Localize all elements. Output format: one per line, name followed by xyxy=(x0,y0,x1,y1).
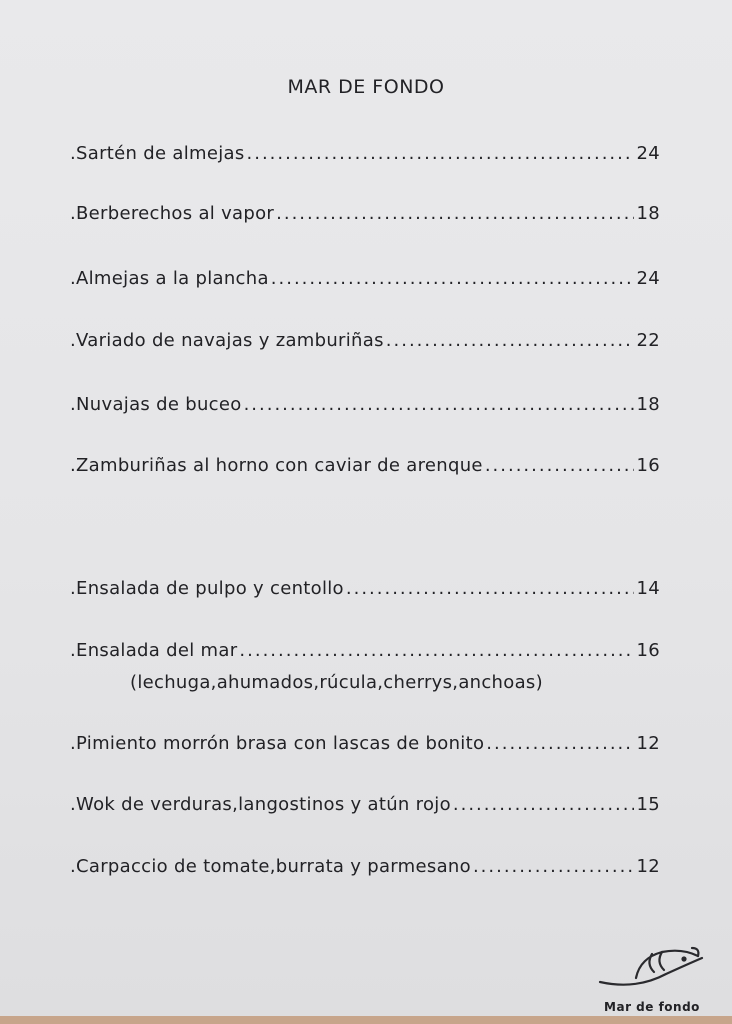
menu-item-name: .Nuvajas de buceo xyxy=(70,394,242,415)
dot-leader xyxy=(453,794,635,815)
menu-item xyxy=(70,455,660,476)
menu-item-price: 16 xyxy=(636,640,660,661)
dot-leader xyxy=(346,578,635,599)
dot-leader xyxy=(473,856,635,877)
menu-item-price: 24 xyxy=(636,143,660,164)
menu-item-name: .Wok de verduras,langostinos y atún rojo xyxy=(70,794,451,815)
menu-item xyxy=(70,268,660,289)
menu-item-name: .Ensalada de pulpo y centollo xyxy=(70,578,344,599)
dot-leader xyxy=(485,455,635,476)
menu-item-price: 16 xyxy=(636,455,660,476)
dot-leader xyxy=(276,203,634,224)
menu-item-name: .Pimiento morrón brasa con lascas de bonito xyxy=(70,733,485,754)
menu-item-name: .Ensalada del mar xyxy=(70,640,238,661)
menu-item-price: 24 xyxy=(636,268,660,289)
menu-item-price: 12 xyxy=(636,856,660,877)
menu-item xyxy=(70,394,660,415)
fish-icon xyxy=(596,942,708,998)
menu-item xyxy=(70,330,660,351)
menu-item-price: 18 xyxy=(636,394,660,415)
menu-title: MAR DE FONDO xyxy=(287,76,445,98)
menu-item-name: .Carpaccio de tomate,burrata y parmesano xyxy=(70,856,471,877)
dot-leader xyxy=(247,143,635,164)
menu-item-name: .Zamburiñas al horno con caviar de arenque xyxy=(70,455,483,476)
menu-item-note: (lechuga,ahumados,rúcula,cherrys,anchoas) xyxy=(130,672,543,693)
menu-item-price: 15 xyxy=(636,794,660,815)
dot-leader xyxy=(244,394,635,415)
dot-leader xyxy=(386,330,635,351)
menu-item xyxy=(70,794,660,815)
menu-item xyxy=(70,578,660,599)
menu-item xyxy=(70,856,660,877)
menu-item-price: 18 xyxy=(636,203,660,224)
dot-leader xyxy=(486,733,634,754)
dot-leader xyxy=(271,268,635,289)
menu-item xyxy=(70,733,660,754)
table-edge xyxy=(0,1016,732,1024)
menu-item-name: .Almejas a la plancha xyxy=(70,268,269,289)
restaurant-logo xyxy=(596,942,708,1020)
menu-item-price: 14 xyxy=(636,578,660,599)
menu-item xyxy=(70,203,660,224)
menu-item xyxy=(70,640,660,661)
menu-item-price: 22 xyxy=(636,330,660,351)
menu-item-name: .Berberechos al vapor xyxy=(70,203,275,224)
menu-item-name: .Variado de navajas y zamburiñas xyxy=(70,330,384,351)
dot-leader xyxy=(239,640,634,661)
menu-item-name: .Sartén de almejas xyxy=(70,143,245,164)
menu-item xyxy=(70,143,660,164)
menu-item-price: 12 xyxy=(636,733,660,754)
logo-text: Mar de fondo xyxy=(604,1000,700,1014)
